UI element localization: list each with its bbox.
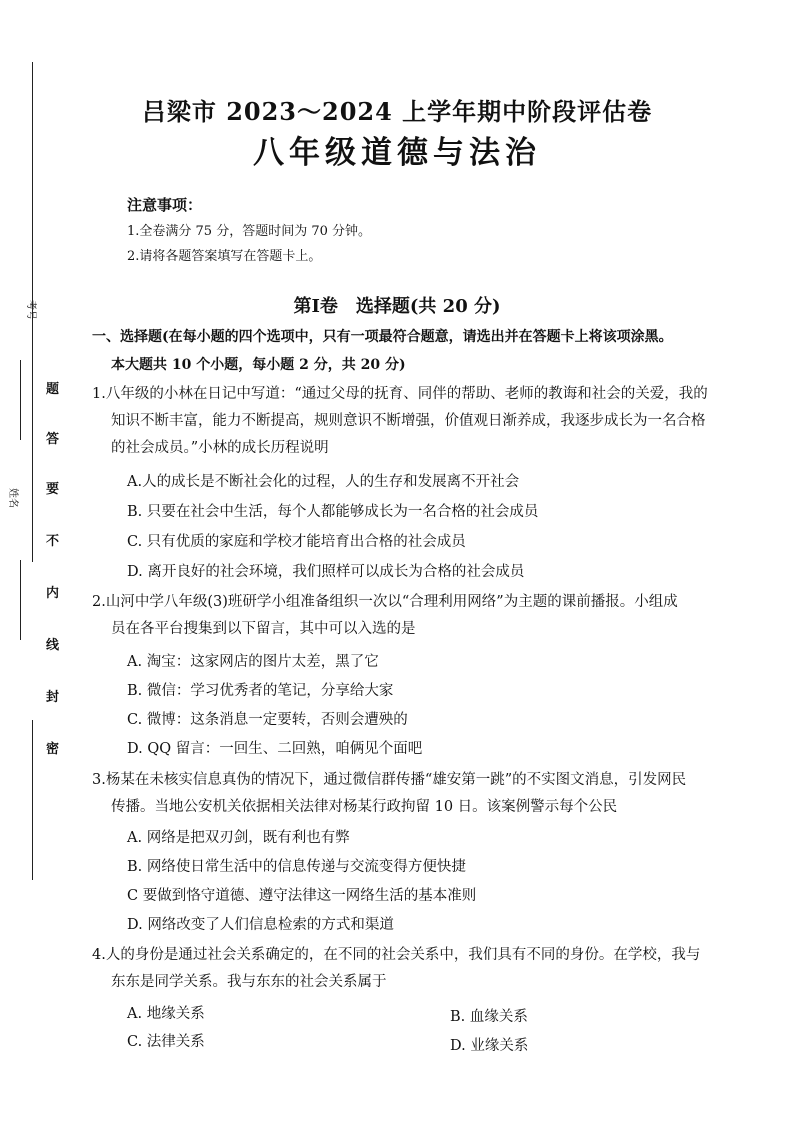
seal-char: 答 (46, 432, 60, 447)
question-1-option-d: D. 离开良好的社会环境，我们照样可以成长为合格的社会成员 (127, 564, 525, 580)
question-stem-line: 的社会成员。”小林的成长历程说明 (111, 440, 329, 456)
question-stem-line: 东东是同学关系。我与东东的社会关系属于 (111, 974, 387, 990)
margin-rule-lower (32, 720, 33, 880)
section-instruction: 一、选择题(在每小题的四个选项中，只有一项最符合题意，请选出并在答题卡上将该项涂黑。 (92, 329, 673, 345)
question-3-option-a: A. 网络是把双刃剑，既有利也有弊 (127, 830, 350, 846)
question-2-option-c: C. 微博：这条消息一定要转，否则会遭殃的 (127, 712, 408, 728)
section-title: 第Ⅰ卷 选择题(共 20 分) (293, 296, 501, 317)
subject-title: 八年级道德与法治 (253, 135, 541, 171)
section-instruction: 本大题共 10 个小题，每小题 2 分，共 20 分) (111, 357, 406, 373)
notice-item: 1.全卷满分 75 分，答题时间为 70 分钟。 (127, 224, 372, 239)
question-1-option-a: A.人的成长是不断社会化的过程，人的生存和发展离不开社会 (127, 474, 520, 490)
notice-item: 2.请将各题答案填写在答题卡上。 (127, 249, 322, 264)
seal-char: 封 (46, 690, 60, 705)
question-2-option-b: B. 微信：学习优秀者的笔记，分享给大家 (127, 683, 394, 699)
question-4-option-c: C. 法律关系 (127, 1034, 205, 1050)
margin-rule-inner-top (20, 360, 21, 440)
question-2-stem (92, 589, 760, 643)
question-3-option-c: C 要做到恪守道德、遵守法律这一网络生活的基本准则 (127, 888, 477, 904)
question-1-option-c: C. 只有优质的家庭和学校才能培育出合格的社会成员 (127, 534, 466, 550)
question-2-option-d: D. QQ 留言：一回生、二回熟，咱俩见个面吧 (127, 741, 423, 757)
question-stem-line: 4.人的身份是通过社会关系确定的，在不同的社会关系中，我们具有不同的身份。在学校，我与 (92, 947, 701, 963)
question-3-stem (92, 767, 760, 821)
question-3-option-b: B. 网络使日常生活中的信息传递与交流变得方便快捷 (127, 859, 466, 875)
question-stem-line: 知识不断丰富，能力不断提高，规则意识不断增强，价值观日渐养成，我逐步成长为一名合格 (111, 413, 706, 429)
margin-label-name: 姓名 (7, 488, 18, 508)
seal-char: 要 (46, 482, 60, 497)
margin-label-exam-number: 考号 (25, 300, 36, 320)
seal-char: 密 (46, 742, 60, 757)
seal-char: 题 (46, 382, 60, 397)
question-1-option-b: B. 只要在社会中生活，每个人都能够成长为一名合格的社会成员 (127, 504, 539, 520)
question-1-stem (92, 381, 760, 462)
question-4-option-a: A. 地缘关系 (127, 1006, 205, 1022)
question-stem-line: 员在各平台搜集到以下留言，其中可以入选的是 (111, 621, 416, 637)
question-4-option-b: B. 血缘关系 (450, 1009, 528, 1025)
question-stem-line: 传播。当地公安机关依据相关法律对杨某行政拘留 10 日。该案例警示每个公民 (111, 799, 618, 815)
notice-heading: 注意事项： (127, 196, 203, 214)
question-4-stem (92, 942, 760, 996)
margin-rule-inner-bottom (20, 560, 21, 640)
question-stem-line: 1.八年级的小林在日记中写道：“通过父母的抚育、同伴的帮助、老师的教诲和社会的关爱，我的 (92, 386, 708, 402)
seal-char: 内 (46, 586, 60, 601)
question-2-option-a: A. 淘宝：这家网店的图片太差，黑了它 (127, 654, 379, 670)
question-stem-line: 2.山河中学八年级(3)班研学小组准备组织一次以“合理利用网络”为主题的课前播报。小组成 (92, 594, 678, 610)
seal-char: 线 (46, 638, 60, 653)
question-3-option-d: D. 网络改变了人们信息检索的方式和渠道 (127, 917, 394, 933)
question-stem-line: 3.杨某在未核实信息真伪的情况下，通过微信群传播“雄安第一跳”的不实图文消息，引发网民 (92, 772, 687, 788)
question-4-option-d: D. 业缘关系 (450, 1038, 529, 1054)
seal-char: 不 (46, 534, 60, 549)
exam-title: 吕梁市 2023～2024 上学年期中阶段评估卷 (141, 97, 653, 126)
